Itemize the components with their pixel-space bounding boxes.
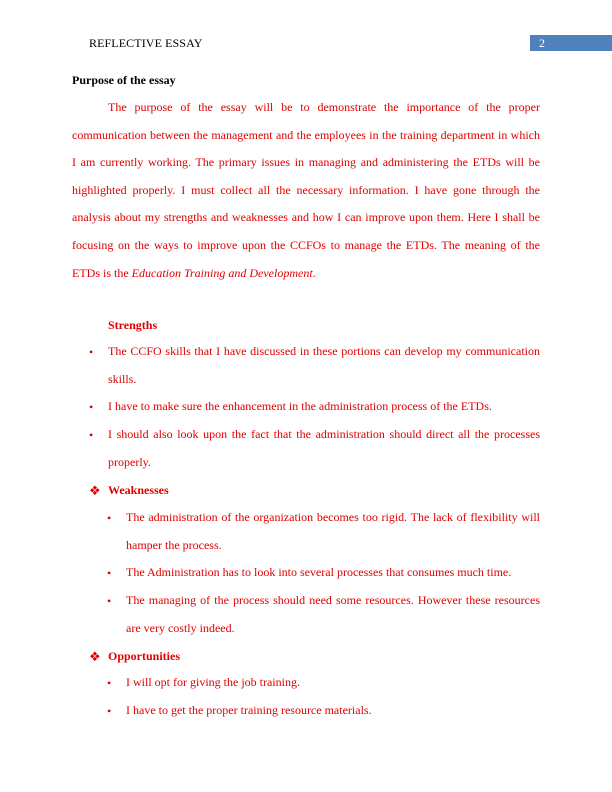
purpose-heading: Purpose of the essay	[72, 73, 176, 87]
weakness-item-1: The administration of the organization becomes too rigid. The lack of flexibility will hamper the process.	[126, 510, 540, 552]
opportunity-item-1: I will opt for giving the job training.	[126, 675, 300, 689]
strengths-heading: Strengths	[108, 318, 158, 332]
opportunities-diamond-icon: ❖	[89, 649, 101, 664]
weakness-item-2: The Administration has to look into several processes that consumes much time.	[126, 565, 512, 579]
running-header-title: REFLECTIVE ESSAY	[89, 36, 203, 50]
opportunity-bullet-2: •	[107, 704, 112, 718]
purpose-paragraph-text: The purpose of the essay will be to demonstrate the importance of the proper communication between the management and the employees in the training department in which I am currently working. The primary issues in managing and administering the ETDs will be highlighted properly. I must collect all the necessary information. I have gone through the analysis about my strengths and weaknesses and how I can improve upon them. Here I shall be focusing on the ways to improve upon the CCFOs to manage the ETDs. The meaning of the ETDs is the	[72, 100, 540, 280]
weaknesses-diamond-icon: ❖	[89, 483, 101, 498]
purpose-paragraph	[72, 94, 540, 287]
strength-bullet-3: •	[89, 428, 94, 442]
opportunity-item-2: I have to get the proper training resource materials.	[126, 703, 372, 717]
strength-item-3: I should also look upon the fact that the administration should direct all the processes properly.	[108, 427, 540, 469]
weakness-bullet-2: •	[107, 566, 112, 580]
purpose-paragraph-end: .	[312, 265, 316, 280]
strength-bullet-2: •	[89, 400, 94, 414]
strength-bullet-1: •	[89, 345, 94, 359]
page-number-badge: 2	[530, 35, 612, 51]
weakness-bullet-3: •	[107, 594, 112, 608]
weaknesses-heading: Weaknesses	[108, 483, 169, 497]
purpose-paragraph-italic: Education Training and Development	[131, 265, 313, 280]
opportunities-heading: Opportunities	[108, 649, 181, 663]
strength-item-1: The CCFO skills that I have discussed in these portions can develop my communication skills.	[108, 344, 540, 386]
opportunity-bullet-1: •	[107, 676, 112, 690]
weakness-bullet-1: •	[107, 511, 112, 525]
strength-item-2: I have to make sure the enhancement in the administration process of the ETDs.	[108, 399, 492, 413]
weakness-item-3: The managing of the process should need some resources. However these resources are very costly indeed.	[126, 593, 540, 635]
